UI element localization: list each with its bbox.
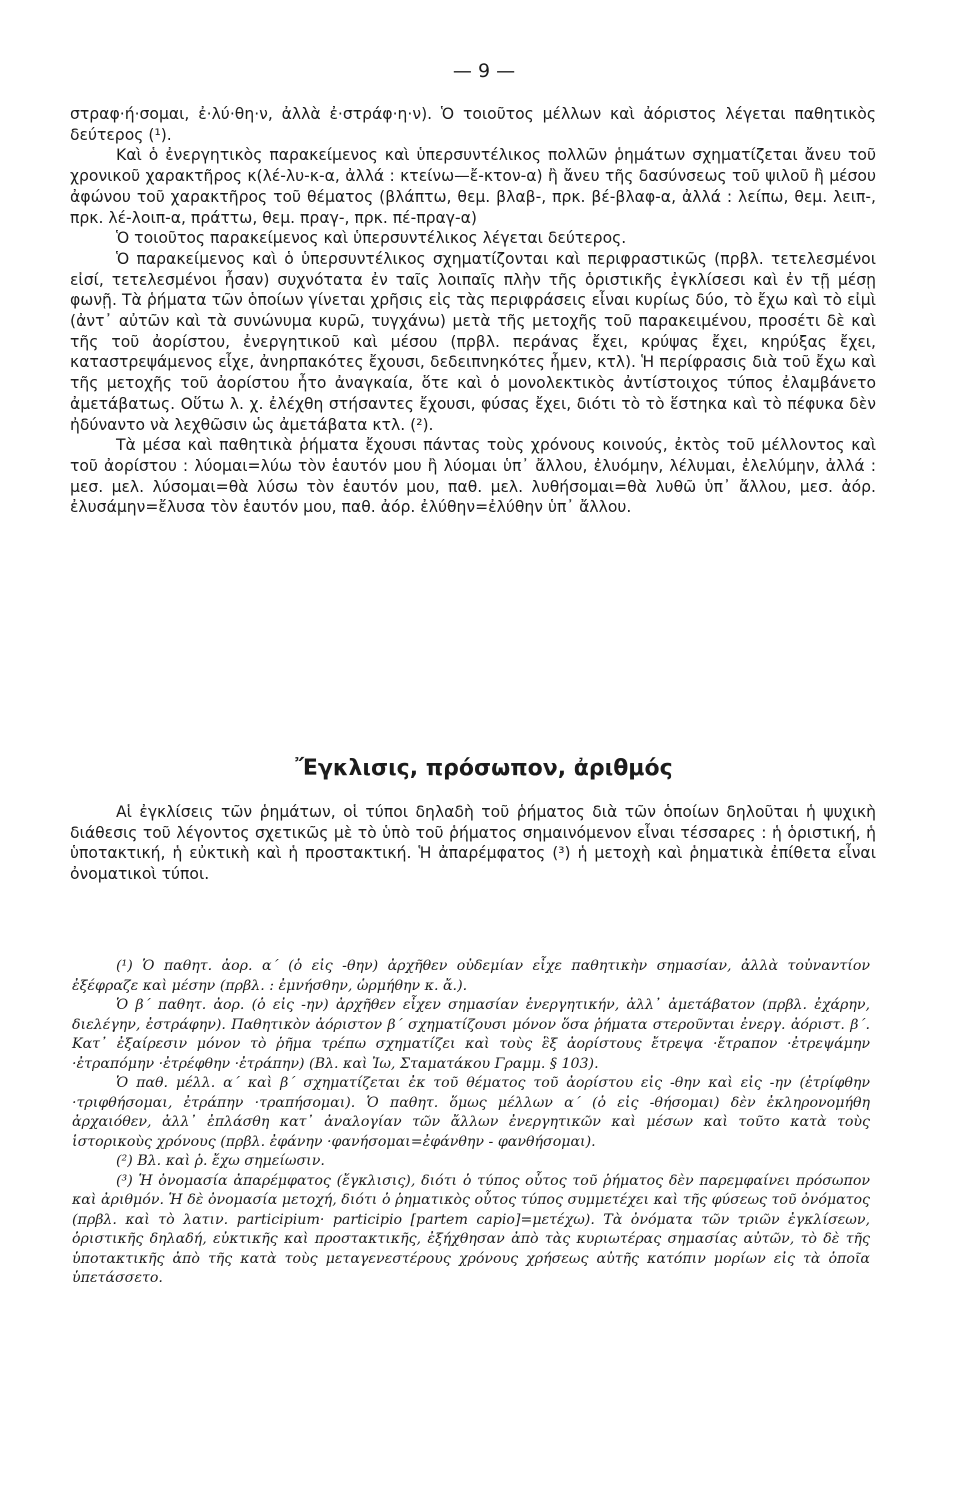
footnote-1-b: Ὁ β΄ παθητ. ἀορ. (ὁ εἰς -ην) ἀρχῆθεν εἶχεν σημασίαν ἐνεργητικήν, ἀλλ᾿ ἀμετάβατον (πρβλ. ἐχάρην, διελέγην, ἐστράφην). Παθητικὸν ἀόριστον β΄ σχηματίζουσι μόνον ὅσα ῥήματα στεροῦνται ἐνεργ. ἀόριστ. β΄. Κατ᾿ ἐξαίρεσιν μόνον τὸ ῥῆμα τρέπω σχηματίζει καὶ τοὺς ἓξ ἀορίστους ἔτρεψα ·ἔτραπον ·ἐτρεψάμην ·ἐτραπόμην ·ἐτρέφθην ·ἐτράπην) (Βλ. καὶ Ἰω, Σταματάκου Γραμμ. § 103). <box>72 997 870 1072</box>
footnote-2: (²) Βλ. καὶ ῥ. ἔχω σημείωσιν. <box>116 1153 325 1169</box>
paragraph-middle-passive: Τὰ μέσα καὶ παθητικὰ ῥήματα ἔχουσι πάντας τοὺς χρόνους κοινούς, ἐκτὸς τοῦ μέλλοντος καὶ τοῦ ἀορίστου : λύομαι=λύω τὸν ἑαυτόν μου ἢ λύομαι ὑπ᾿ ἄλλου, ἐλυόμην, λέλυμαι, ἐλελύμην, ἀλλά : μεσ. μελ. λύσομαι=θὰ λύσω τὸν ἑαυτόν μου, παθ. μελ. λυθήσομαι=θὰ λυθῶ ὑπ᾿ ἄλλου, μεσ. ἀόρ. ἐλυσάμην=ἔλυσα τὸν ἑαυτόν μου, παθ. ἀόρ. ἐλύθην=ἐλύθην ὑπ᾿ ἄλλου. <box>70 436 876 517</box>
footnote-1: (¹) Ὁ παθητ. ἀορ. α΄ (ὁ εἰς -θην) ἀρχῆθεν οὐδεμίαν εἶχε παθητικὴν σημασίαν, ἀλλὰ τοὐναντίον ἐξέφραζε καὶ μέσην (πρβλ. : ἐμνήσθην, ὡρμήθην κ. ἄ.). <box>72 958 870 994</box>
paragraph-passive-second: στραφ·ή·σομαι, ἐ·λύ·θη·ν, ἀλλὰ ἐ·στράφ·η·ν). Ὁ τοιοῦτος μέλλων καὶ ἀόριστος λέγεται παθητικὸς δεύτερος (¹). <box>70 105 876 144</box>
paragraph-second-perfect: Ὁ τοιοῦτος παρακείμενος καὶ ὑπερσυντέλικος λέγεται δεύτερος. <box>116 229 627 248</box>
paragraph-moods: Αἱ ἐγκλίσεις τῶν ῥημάτων, οἱ τύποι δηλαδὴ τοῦ ῥήματος διὰ τῶν ὁποίων δηλοῦται ἡ ψυχικὴ διάθεσις τοῦ λέγοντος σχετικῶς μὲ τὸ ὑπὸ τοῦ ῥήματος σημαινόμενον εἶναι τέσσαρες : ἡ ὁριστική, ἡ ὑποτακτική, ἡ εὐκτικὴ καὶ ἡ προστακτική. Ἡ ἀπαρέμφατος (³) ἡ μετοχὴ καὶ ῥηματικὰ ἐπίθετα εἶναι ὀνοματικοὶ τύποι. <box>70 803 876 884</box>
paragraph-periphrastic: Ὁ παρακείμενος καὶ ὁ ὑπερσυντέλικος σχηματίζονται καὶ περιφραστικῶς (πρβλ. τετελεσμένοι εἰσί, τετελεσμένοι ἦσαν) συχνότατα ἐν ταῖς λοιπαῖς πλὴν τῆς ὁριστικῆς ἐγκλίσεσι καὶ ἐν τῇ μέσῃ φωνῇ. Τὰ ῥήματα τῶν ὁποίων γίνεται χρῆσις εἰς τὰς περιφράσεις εἶναι κυρίως δύο, τὸ ἔχω καὶ τὸ εἰμὶ (ἀντ᾿ αὐτῶν καὶ τὰ συνώνυμα κυρῶ, τυγχάνω) μετὰ τῆς μετοχῆς τοῦ παρακειμένου, προσέτι δὲ καὶ τῆς τοῦ ἀορίστου, ἐνεργητικοῦ καὶ μέσου (πρβλ. περάνας ἔχει, κρύψας ἔχει, κηρύξας ἔχει, καταστρεψάμενος εἶχε, ἀνηρπακότες ἔχουσι, δεδειπνηκότες ἦμεν, κτλ). Ἡ περίφρασις διὰ τοῦ ἔχω καὶ τῆς μετοχῆς τοῦ ἀορίστου ἦτο ἀναγκαία, ὅτε καὶ ὁ μονολεκτικὸς ἀντίστοιχος τύπος ἐλαμβάνετο ἀμετάβατως. Οὕτω λ. χ. ἐλέχθη στήσαντες ἔχουσι, φύσας ἔχει, διότι τὸ τὸ ἕστηκα καὶ τὸ πέφυκα δὲν ἠδύναντο νὰ λεχθῶσιν ὡς ἀμετάβατα κτλ. (²). <box>70 249 876 434</box>
footnotes <box>72 957 870 1289</box>
paragraph-perfect-formation: Καὶ ὁ ἐνεργητικὸς παρακείμενος καὶ ὑπερσυντέλικος πολλῶν ῥημάτων σχηματίζεται ἄνευ τοῦ χρονικοῦ χαρακτῆρος κ(λέ-λυ-κ-α, ἀλλά : κτείνω—ἔ-κτον-α) ἢ ἄνευ τῆς δασύνσεως τοῦ ψιλοῦ ἢ μέσου ἀφώνου τοῦ χαρακτῆρος τοῦ θέματος (βλάπτω, θεμ. βλαβ-, πρκ. βέ-βλαφ-α, ἀλλά : λείπω, θεμ. λειπ-, πρκ. λέ-λοιπ-α, πράττω, θεμ. πραγ-, πρκ. πέ-πραγ-α) <box>70 146 876 227</box>
section-heading: Ἔγκλισις, πρόσωπον, ἀριθμός <box>295 756 673 781</box>
main-text <box>70 104 876 518</box>
footnote-3: (³) Ἡ ὀνομασία ἀπαρέμφατος (ἔγκλισις), διότι ὁ τύπος οὗτος τοῦ ῥήματος δὲν παρεμφαίνει πρόσωπον καὶ ἀριθμόν. Ἡ δὲ ὀνομασία μετοχή, διότι ὁ ῥηματικὸς οὗτος τύπος συμμετέχει καὶ τῆς φύσεως τοῦ ὀνόματος (πρβλ. καὶ τὸ λατιν. participium· participio [partem capio]=μετέχω). Τὰ ὀνόματα τῶν τριῶν ἐγκλίσεων, ὁριστικῆς δηλαδή, εὐκτικῆς καὶ προστακτικῆς, ἐξήχθησαν ἀπὸ τὰς κυριωτέρας σημασίας αὐτῶν, τὸ δὲ τῆς ὑποτακτικῆς ἀπὸ τῆς κατὰ τοὺς μεταγενεστέρους χρόνους χρήσεως αὐτῆς κατόπιν μορίων εἰς τὰ ὁποῖα ὑπετάσσετο. <box>72 1172 870 1286</box>
page-number: — 9 — <box>452 60 516 82</box>
footnote-1-c: Ὁ παθ. μέλλ. α΄ καὶ β΄ σχηματίζεται ἐκ τοῦ θέματος τοῦ ἀορίστου εἰς -θην καὶ εἰς -ην (ἐτρίφθην ·τριφθήσομαι, ἐτράπην ·τραπήσομαι). Ὁ παθητ. ὅμως μέλλων α΄ (ὁ εἰς -θήσομαι) δὲν ἐκληρονομήθη ἀρχαιόθεν, ἀλλ᾿ ἐπλάσθη κατ᾿ ἀναλογίαν τῶν ἄλλων ἐνεργητικῶν καὶ μέσων καὶ τοῦτο κατὰ τοὺς ἱστορικοὺς χρόνους (πρβλ. ἐφάνην ·φανήσομαι=ἐφάνθην - φανθήσομαι). <box>72 1075 870 1150</box>
